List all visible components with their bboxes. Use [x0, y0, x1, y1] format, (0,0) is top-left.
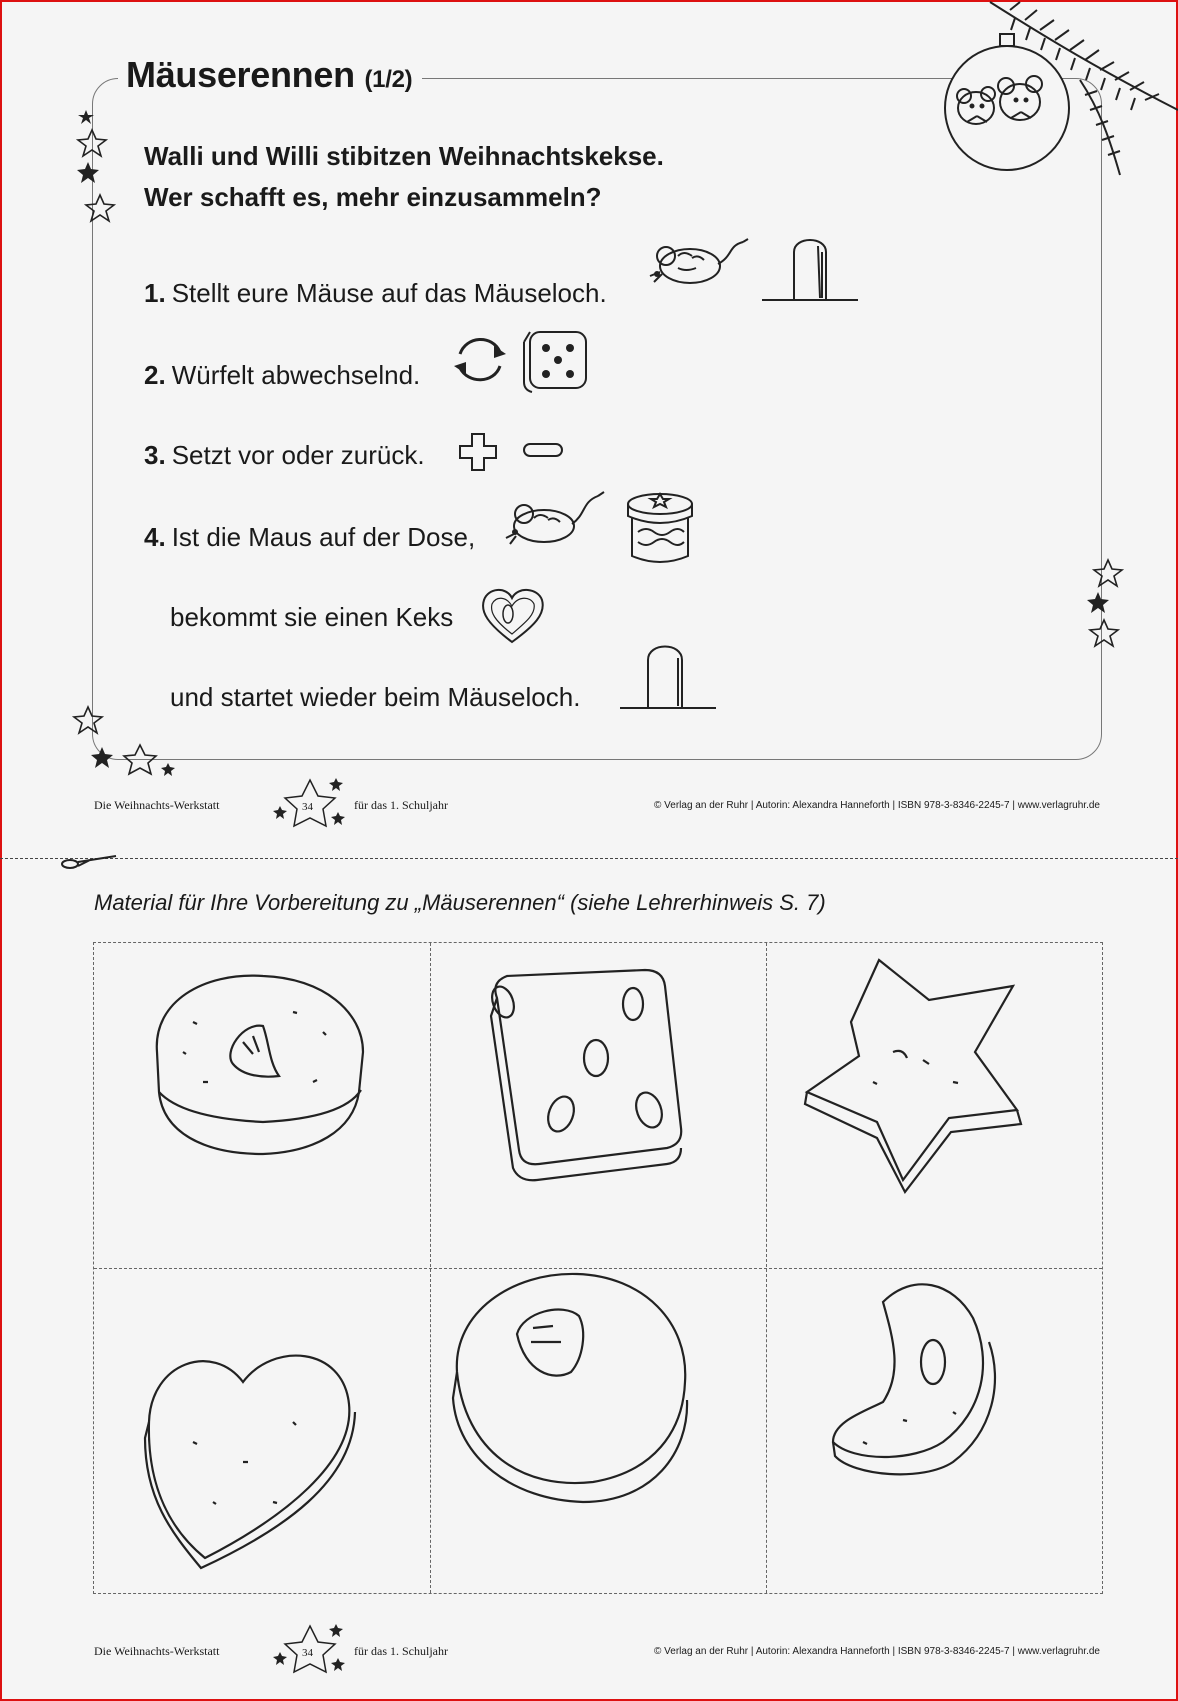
step-number: 1.: [144, 278, 166, 308]
intro-line-1: Walli und Willi stibitzen Weihnachtskekse.: [144, 141, 664, 171]
step-number: 3.: [144, 440, 166, 470]
dice-icon: [520, 326, 592, 394]
title-main: Mäuserennen: [126, 54, 355, 95]
page-number: 34: [302, 801, 313, 813]
step-4: [144, 522, 475, 553]
step-1: [144, 278, 607, 309]
page-number-2: 34: [302, 1647, 313, 1659]
step-number: 2.: [144, 360, 166, 390]
step-4c: [170, 682, 580, 713]
footer-left-2: Die Weihnachts-Werkstatt: [94, 1644, 220, 1658]
step-4b: [170, 602, 453, 633]
cut-line: [0, 858, 1178, 859]
mouse-icon: [506, 490, 610, 562]
crescent-cookie: [833, 1284, 995, 1474]
star-cookie: [805, 960, 1021, 1192]
step-number: 4.: [144, 522, 166, 552]
cookie-drawings: [93, 942, 1101, 1592]
star-icon: [78, 130, 106, 156]
rotate-arrows-icon: [450, 334, 510, 386]
step-text: und startet wieder beim Mäuseloch.: [170, 682, 581, 712]
star-cluster-left-bottom: [70, 705, 180, 780]
material-caption: Material für Ihre Vorbereitung zu „Mäuserennen“ (siehe Lehrerhinweis S. 7): [94, 890, 826, 915]
star-icon: [86, 195, 114, 221]
footer-credits: © Verlag an der Ruhr | Autorin: Alexandra Hanneforth | ISBN 978-3-8346-2245-7 | www.verlagruhr.de: [654, 800, 1100, 811]
footer-credits-2: © Verlag an der Ruhr | Autorin: Alexandra Hanneforth | ISBN 978-3-8346-2245-7 | www.verlagruhr.de: [654, 1646, 1100, 1657]
step-3: [144, 440, 425, 471]
footer-grade-2: für das 1. Schuljahr: [354, 1644, 448, 1658]
mouse-hole-icon: [762, 232, 862, 302]
step-text: Stellt eure Mäuse auf das Mäuseloch.: [171, 278, 607, 308]
mouse-icon: [648, 236, 758, 306]
plus-icon: [456, 430, 502, 476]
step-text: Setzt vor oder zurück.: [171, 440, 425, 470]
intro-line-2: Wer schafft es, mehr einzusammeln?: [144, 182, 602, 212]
star-cluster-left-top: [72, 100, 132, 240]
linzer-cookie: [453, 1274, 687, 1502]
title-sub: (1/2): [364, 66, 413, 93]
mouse-hole-icon: [620, 638, 720, 710]
page-title: [118, 54, 422, 96]
scissors-icon: [60, 848, 120, 872]
footer-left: Die Weihnachts-Werkstatt: [94, 798, 220, 812]
footer-grade: für das 1. Schuljahr: [354, 798, 448, 812]
cookie-tin-icon: [620, 490, 700, 568]
heart-cookie: [145, 1356, 355, 1568]
minus-icon: [522, 442, 566, 458]
step-text: Ist die Maus auf der Dose,: [171, 522, 476, 552]
heart-cookie-icon: [478, 584, 548, 648]
step-2: [144, 360, 420, 391]
step-text: bekommt sie einen Keks: [170, 602, 454, 632]
ornament-icon: [930, 0, 1178, 200]
rectangle-almond-cookie: [488, 970, 681, 1180]
intro-text: [144, 136, 664, 218]
step-text: Würfelt abwechselnd.: [171, 360, 421, 390]
star-cluster-right: [1082, 558, 1132, 658]
round-scalloped-cookie: [157, 976, 363, 1154]
